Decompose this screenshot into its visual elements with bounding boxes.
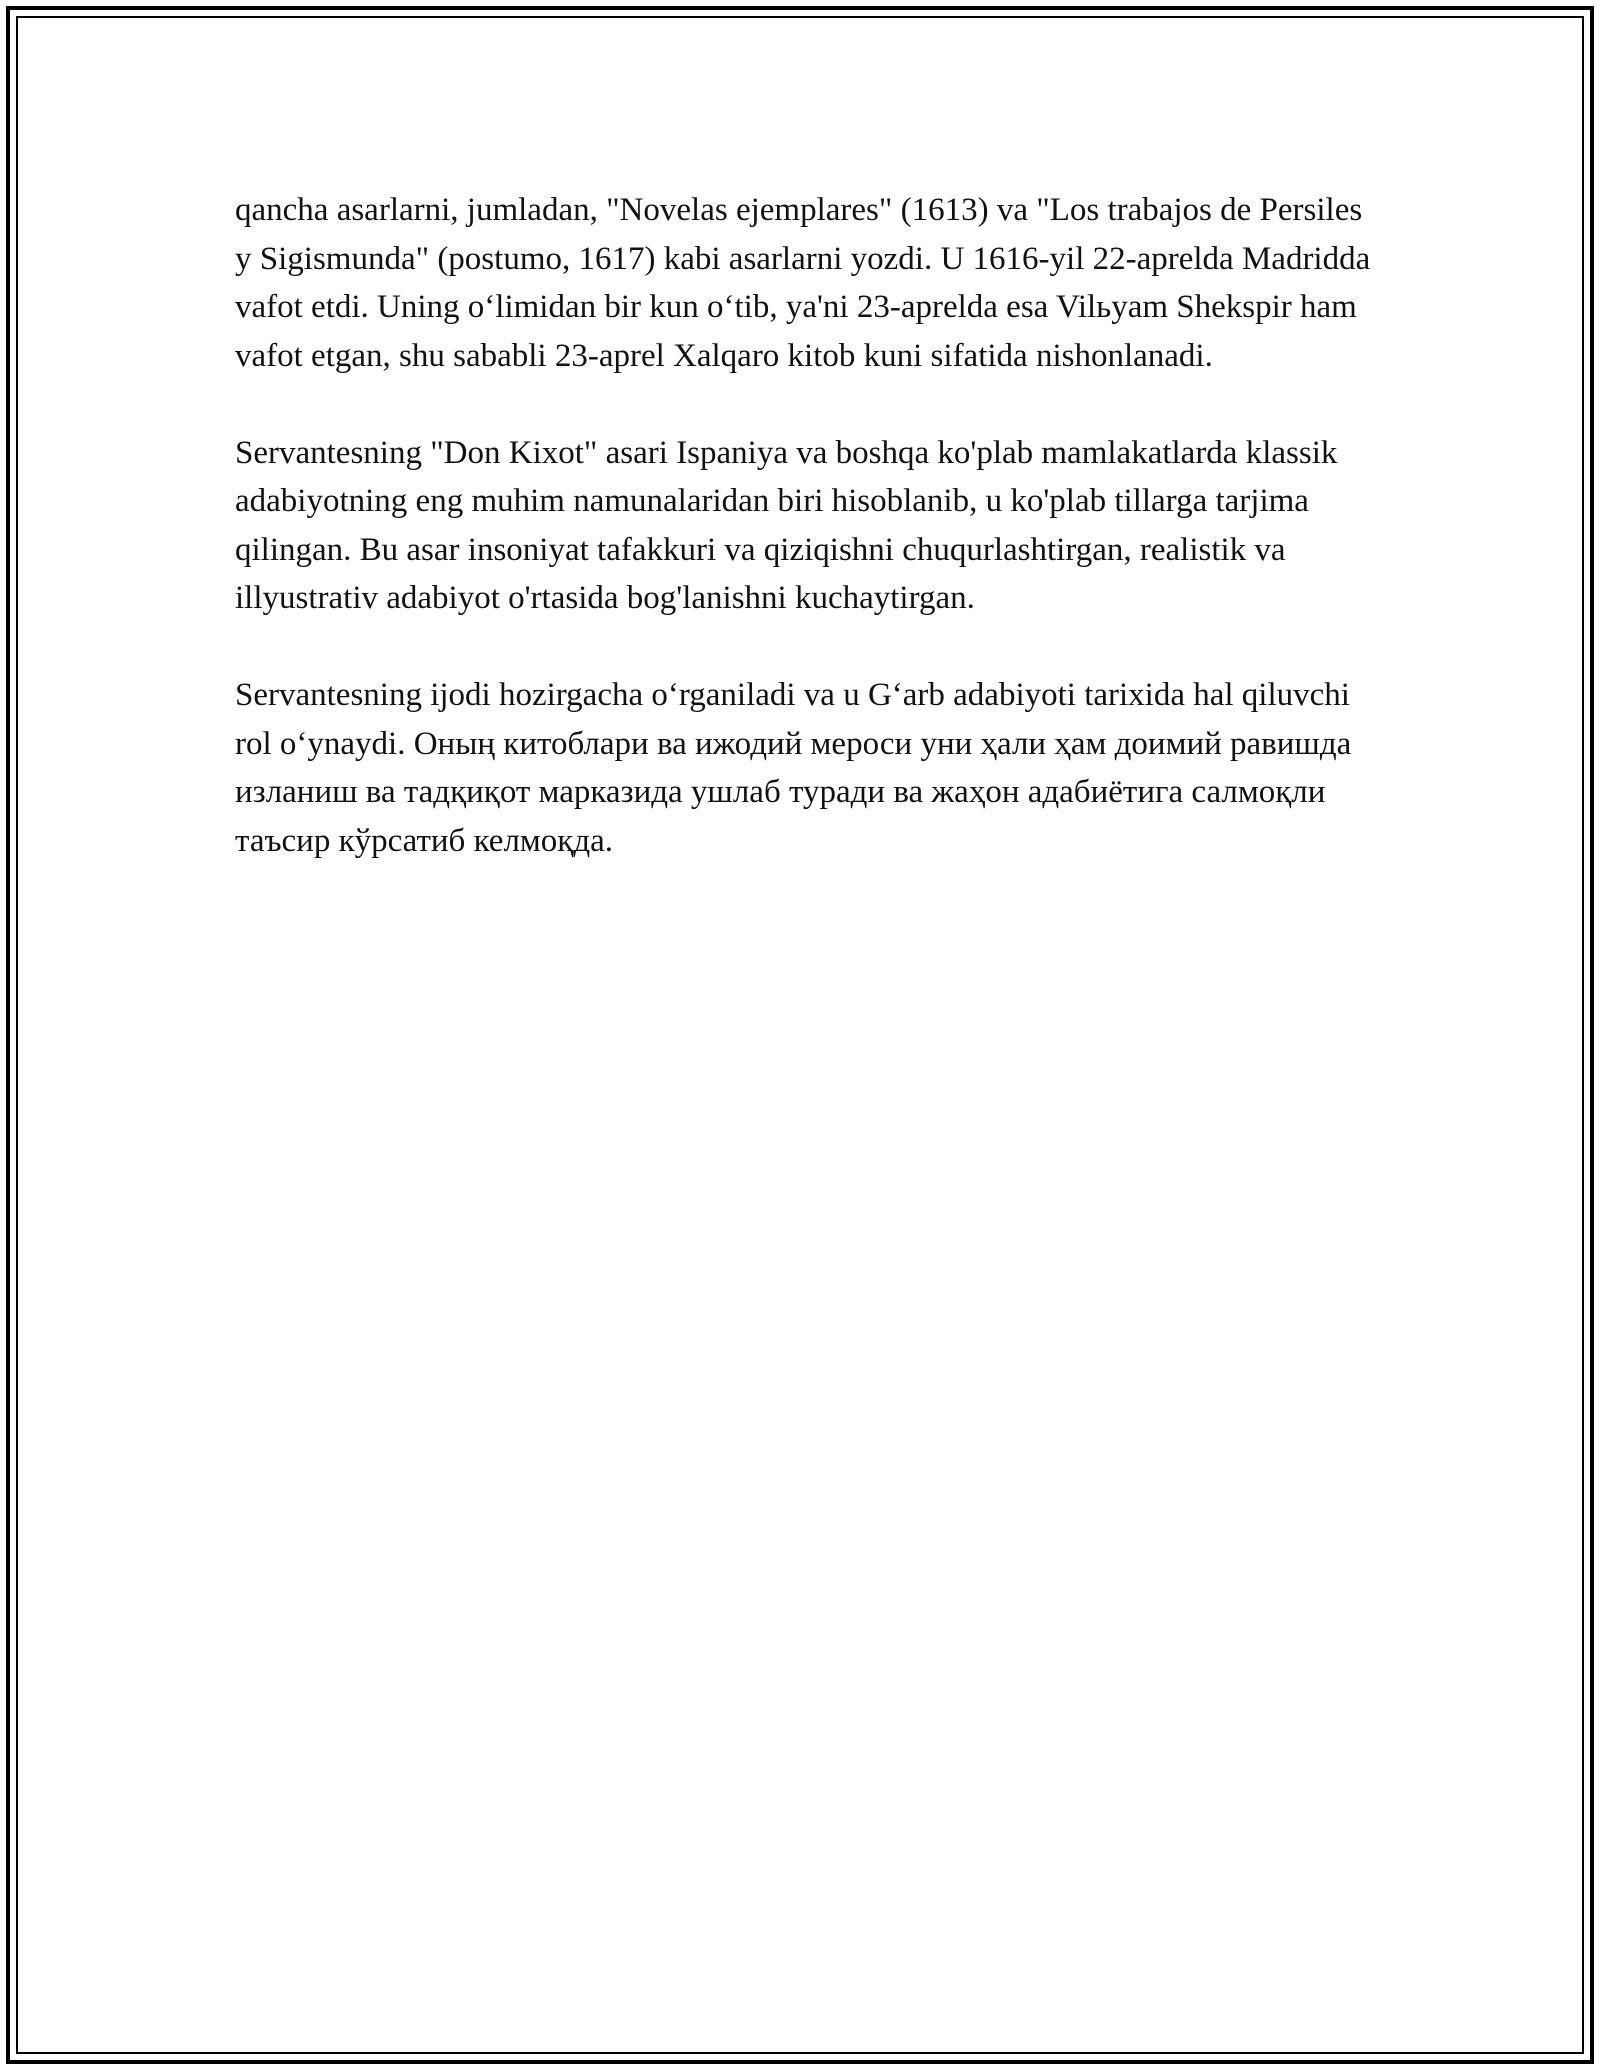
paragraph-3: Servantesning ijodi hozirgacha o‘rganiladi va u G‘arb adabiyoti tarixida hal qiluvchi rol o‘ynaydi. Оның китоблари ва ижодий мероси уни ҳали ҳам доимий равишда изланиш ва тадқиқот марказида ушлаб туради ва жаҳон адабиётига салмоқли таъсир кўрсатиб келмоқда. — [235, 677, 1352, 859]
paragraph-2: Servantesning "Don Kixot" asari Ispaniya va boshqa ko'plab mamlakatlarda klassik adabiyotning eng muhim namunalaridan biri hisoblanib, u ko'plab tillarga tarjima qilingan. Bu asar insoniyat tafakkuri va qiziqishni chuqurlashtirgan, realistik va illyustrativ adabiyot o'rtasida bog'lanishni kuchaytirgan. — [235, 434, 1338, 616]
document-body — [235, 186, 1375, 914]
paragraph-1: qancha asarlarni, jumladan, "Novelas ejemplares" (1613) va "Los trabajos de Persiles y Sigismunda" (postumo, 1617) kabi asarlarni yozdi. U 1616-yil 22-aprelda Madridda vafot etdi. Uning o‘limidan bir kun o‘tib, ya'ni 23-aprelda esa Vilьyam Shekspir ham vafot etgan, shu sababli 23-aprel Xalqaro kitob kuni sifatida nishonlanadi. — [235, 192, 1371, 374]
